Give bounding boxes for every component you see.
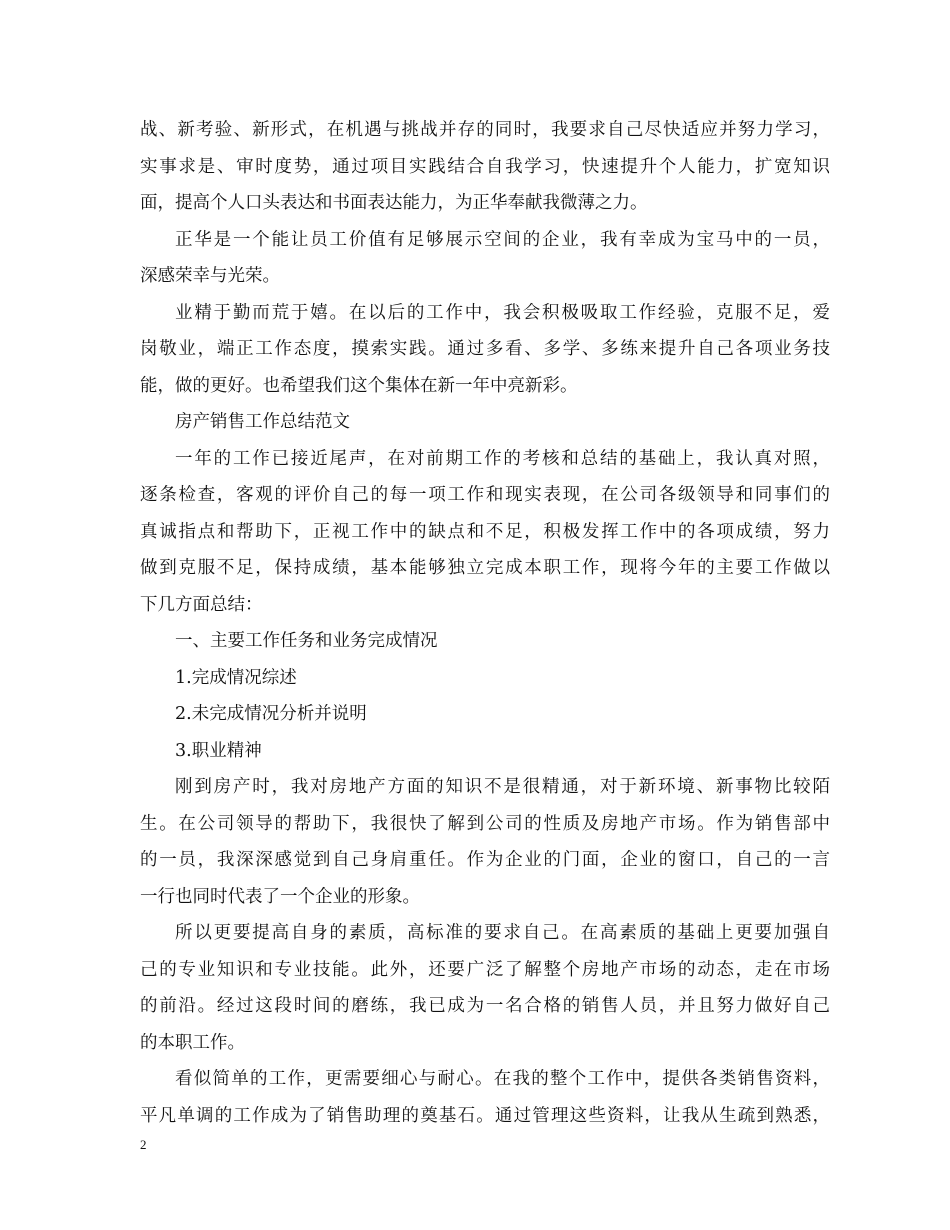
paragraph-line: 一、主要工作任务和业务完成情况 bbox=[175, 631, 438, 651]
paragraph-line: 做到克服不足，保持成绩，基本能够独立完成本职工作，现将今年的主要工作做以 bbox=[140, 558, 830, 578]
paragraph-line: 刚到房产时，我对房地产方面的知识不是很精通，对于新环境、新事物比较陌 bbox=[175, 777, 830, 797]
paragraph bbox=[140, 623, 830, 660]
paragraph-line: 真诚指点和帮助下，正视工作中的缺点和不足，积极发挥工作中的各项成绩，努力 bbox=[140, 521, 830, 542]
paragraph-line: 生。在公司领导的帮助下，我很快了解到公司的性质及房地产市场。作为销售部中 bbox=[140, 813, 830, 834]
paragraph-line: 的一员，我深深感觉到自己身肩重任。作为企业的门面，企业的窗口，自己的一言 bbox=[140, 850, 830, 870]
paragraph-line: 能，做的更好。也希望我们这个集体在新一年中亮新彩。 bbox=[140, 375, 578, 396]
paragraph-line: 所以更要提高自身的素质，高标准的要求自己。在高素质的基础上更要加强自 bbox=[175, 923, 830, 943]
page-number: 2 bbox=[140, 1137, 147, 1152]
paragraph-line: 房产销售工作总结范文 bbox=[175, 412, 350, 432]
paragraph-line: 实事求是、审时度势，通过项目实践结合自我学习，快速提升个人能力，扩宽知识 bbox=[140, 156, 830, 177]
paragraph-line: 一行也同时代表了一个企业的形象。 bbox=[140, 886, 420, 907]
paragraph bbox=[140, 1061, 830, 1134]
paragraph bbox=[140, 733, 830, 770]
paragraph bbox=[140, 222, 830, 295]
paragraph bbox=[140, 660, 830, 697]
paragraph-line: 平凡单调的工作成为了销售助理的奠基石。通过管理这些资料，让我从生疏到熟悉， bbox=[140, 1105, 830, 1126]
paragraph-line: 面，提高个人口头表达和书面表达能力，为正华奉献我微薄之力。 bbox=[140, 193, 648, 213]
paragraph bbox=[140, 696, 830, 733]
paragraph-line: 的前沿。经过这段时间的磨练，我已成为一名合格的销售人员，并且努力做好自己 bbox=[140, 996, 830, 1016]
paragraph-line: 的本职工作。 bbox=[140, 1032, 245, 1053]
paragraph bbox=[140, 404, 830, 441]
paragraph-line: 正华是一个能让员工价值有足够展示空间的企业，我有幸成为宝马中的一员， bbox=[175, 229, 830, 250]
paragraph bbox=[140, 112, 830, 222]
paragraph-line: 深感荣幸与光荣。 bbox=[140, 266, 280, 286]
paragraph-line: 看似简单的工作，更需要细心与耐心。在我的整个工作中，提供各类销售资料， bbox=[175, 1069, 830, 1089]
paragraph-line: 逐条检查，客观的评价自己的每一项工作和现实表现，在公司各级领导和同事们的 bbox=[140, 485, 830, 505]
paragraph-line: 岗敬业，端正工作态度，摸索实践。通过多看、多学、多练来提升自己各项业务技 bbox=[140, 339, 830, 359]
paragraph bbox=[140, 441, 830, 624]
document-body bbox=[140, 112, 830, 1134]
paragraph-line: 一年的工作已接近尾声，在对前期工作的考核和总结的基础上，我认真对照， bbox=[175, 448, 830, 469]
paragraph bbox=[140, 295, 830, 405]
paragraph-line: 1.完成情况综述 bbox=[175, 667, 297, 688]
paragraph-line: 战、新考验、新形式，在机遇与挑战并存的同时，我要求自己尽快适应并努力学习， bbox=[140, 120, 830, 140]
paragraph bbox=[140, 769, 830, 915]
paragraph bbox=[140, 915, 830, 1061]
paragraph-line: 3.职业精神 bbox=[175, 740, 262, 761]
paragraph-line: 下几方面总结： bbox=[140, 594, 263, 615]
paragraph-line: 业精于勤而荒于嬉。在以后的工作中，我会积极吸取工作经验，克服不足，爱 bbox=[175, 302, 830, 323]
paragraph-line: 己的专业知识和专业技能。此外，还要广泛了解整个房地产市场的动态，走在市场 bbox=[140, 959, 830, 980]
paragraph-line: 2.未完成情况分析并说明 bbox=[175, 704, 367, 724]
